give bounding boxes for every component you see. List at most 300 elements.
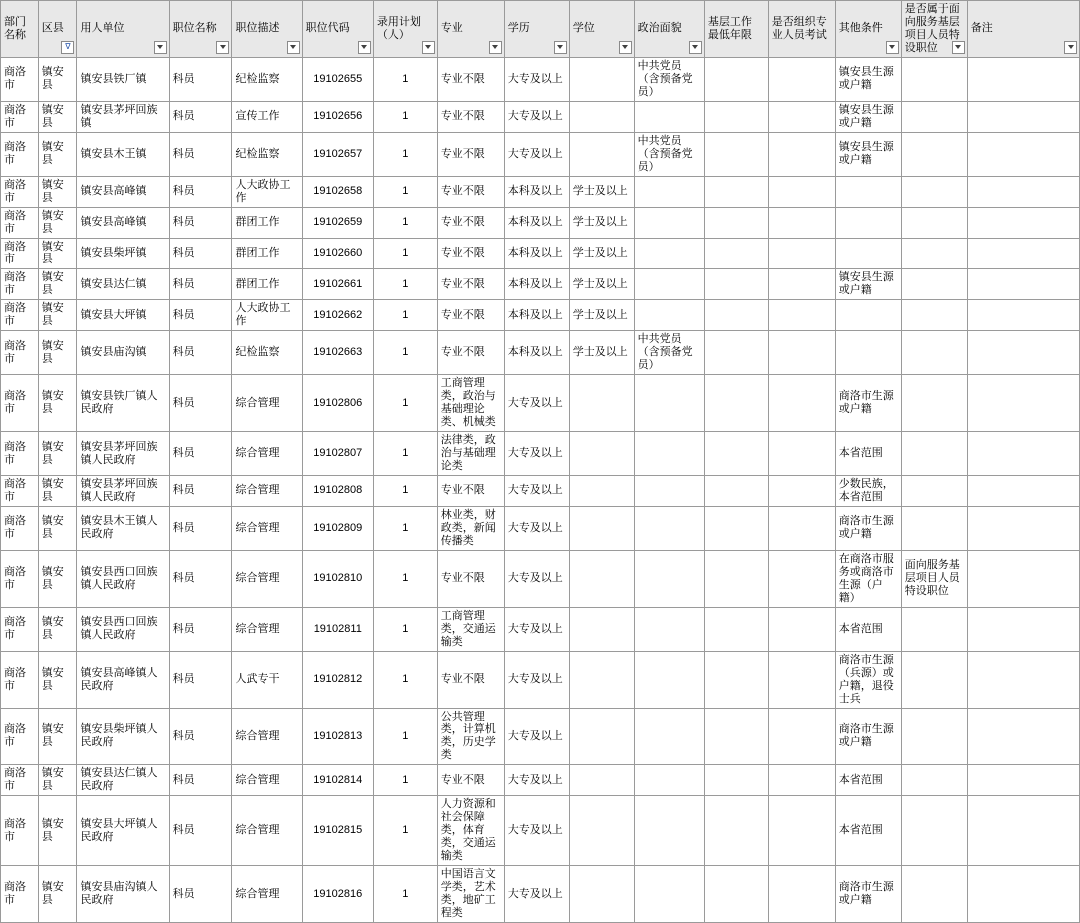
table-cell: 商洛市生源或户籍 xyxy=(835,506,901,550)
table-cell xyxy=(634,238,704,269)
table-cell: 镇安县大坪镇 xyxy=(77,300,169,331)
table-cell xyxy=(901,300,967,331)
table-cell: 科员 xyxy=(169,269,232,300)
table-cell: 镇安县达仁镇 xyxy=(77,269,169,300)
table-cell: 学士及以上 xyxy=(569,300,634,331)
chevron-down-icon xyxy=(955,45,961,49)
table-cell xyxy=(901,708,967,765)
table-cell: 科员 xyxy=(169,57,232,101)
table-cell: 本科及以上 xyxy=(504,269,569,300)
filter-dropdown-icon[interactable] xyxy=(358,41,371,54)
column-header-7 xyxy=(437,1,504,58)
table-cell: 镇安县茅坪回族镇 xyxy=(77,101,169,132)
column-header-label: 学历 xyxy=(507,22,530,35)
column-header-6 xyxy=(373,1,437,58)
table-cell: 19102814 xyxy=(302,765,373,796)
table-cell xyxy=(634,207,704,238)
table-cell: 科员 xyxy=(169,300,232,331)
table-cell xyxy=(569,550,634,607)
table-cell: 专业不限 xyxy=(437,651,504,708)
column-header-label: 部门名称 xyxy=(4,15,26,41)
table-row xyxy=(1,57,1080,101)
table-cell: 镇安县西口回族镇人民政府 xyxy=(77,550,169,607)
table-cell xyxy=(634,550,704,607)
table-cell xyxy=(967,866,1079,923)
table-cell: 1 xyxy=(373,176,437,207)
table-cell xyxy=(704,506,768,550)
table-cell xyxy=(835,207,901,238)
table-cell: 人力资源和社会保障类，体育类，交通运输类 xyxy=(437,796,504,866)
table-cell: 专业不限 xyxy=(437,476,504,507)
table-cell: 商洛市生源或户籍 xyxy=(835,375,901,432)
table-cell: 大专及以上 xyxy=(504,651,569,708)
column-header-label: 是否组织专业人员考试 xyxy=(771,15,827,41)
table-cell xyxy=(634,432,704,476)
table-cell xyxy=(768,708,835,765)
table-cell: 科员 xyxy=(169,331,232,375)
table-cell: 人大政协工作 xyxy=(232,300,302,331)
table-cell: 镇安县 xyxy=(38,607,77,651)
table-cell: 科员 xyxy=(169,550,232,607)
table-cell: 科员 xyxy=(169,796,232,866)
table-row xyxy=(1,176,1080,207)
column-header-label: 其他条件 xyxy=(838,22,883,35)
table-cell xyxy=(768,796,835,866)
table-cell: 1 xyxy=(373,708,437,765)
table-cell: 1 xyxy=(373,132,437,176)
table-cell: 镇安县生源或户籍 xyxy=(835,269,901,300)
table-cell: 大专及以上 xyxy=(504,765,569,796)
table-cell: 面向服务基层项目人员特设职位 xyxy=(901,550,967,607)
table-cell: 1 xyxy=(373,331,437,375)
filter-dropdown-icon[interactable] xyxy=(619,41,632,54)
table-cell: 大专及以上 xyxy=(504,866,569,923)
chevron-down-icon xyxy=(157,45,163,49)
table-cell xyxy=(967,550,1079,607)
table-cell: 商洛市 xyxy=(1,300,39,331)
table-cell xyxy=(768,765,835,796)
table-cell: 商洛市 xyxy=(1,651,39,708)
table-cell xyxy=(967,207,1079,238)
table-cell: 镇安县高峰镇 xyxy=(77,176,169,207)
table-cell: 1 xyxy=(373,607,437,651)
table-cell: 大专及以上 xyxy=(504,57,569,101)
column-header-label: 备注 xyxy=(970,22,993,35)
table-cell xyxy=(967,607,1079,651)
table-cell: 专业不限 xyxy=(437,300,504,331)
table-cell: 19102661 xyxy=(302,269,373,300)
table-cell: 1 xyxy=(373,101,437,132)
table-cell xyxy=(967,57,1079,101)
table-cell: 商洛市 xyxy=(1,506,39,550)
table-cell: 19102660 xyxy=(302,238,373,269)
table-cell: 宣传工作 xyxy=(232,101,302,132)
table-cell: 科员 xyxy=(169,607,232,651)
table-row xyxy=(1,796,1080,866)
table-cell xyxy=(768,238,835,269)
table-cell: 商洛市 xyxy=(1,866,39,923)
table-cell xyxy=(569,57,634,101)
table-cell xyxy=(768,476,835,507)
table-cell xyxy=(768,57,835,101)
table-cell xyxy=(704,238,768,269)
column-header-0 xyxy=(1,1,39,58)
table-cell: 商洛市 xyxy=(1,476,39,507)
table-cell xyxy=(704,651,768,708)
table-cell: 镇安县木王镇 xyxy=(77,132,169,176)
table-cell: 中共党员（含预备党员） xyxy=(634,132,704,176)
table-cell: 综合管理 xyxy=(232,765,302,796)
table-cell: 本科及以上 xyxy=(504,238,569,269)
filter-dropdown-icon[interactable] xyxy=(952,41,965,54)
table-cell: 19102815 xyxy=(302,796,373,866)
table-cell: 大专及以上 xyxy=(504,796,569,866)
table-cell: 1 xyxy=(373,375,437,432)
table-cell: 科员 xyxy=(169,238,232,269)
table-cell xyxy=(901,238,967,269)
table-cell xyxy=(634,607,704,651)
table-cell xyxy=(634,765,704,796)
column-header-label: 职位描述 xyxy=(235,22,280,35)
column-header-9 xyxy=(569,1,634,58)
table-cell: 学士及以上 xyxy=(569,238,634,269)
table-cell: 专业不限 xyxy=(437,176,504,207)
table-cell: 专业不限 xyxy=(437,765,504,796)
table-cell: 专业不限 xyxy=(437,132,504,176)
column-header-10 xyxy=(634,1,704,58)
table-cell: 19102812 xyxy=(302,651,373,708)
column-header-label: 专业 xyxy=(440,22,463,35)
table-cell: 本科及以上 xyxy=(504,300,569,331)
table-cell: 科员 xyxy=(169,132,232,176)
table-cell: 商洛市 xyxy=(1,269,39,300)
column-header-label: 用人单位 xyxy=(80,22,125,35)
column-header-12 xyxy=(768,1,835,58)
filter-dropdown-icon[interactable] xyxy=(554,41,567,54)
filter-dropdown-icon[interactable] xyxy=(287,41,300,54)
table-row xyxy=(1,476,1080,507)
table-cell xyxy=(835,176,901,207)
table-cell: 大专及以上 xyxy=(504,607,569,651)
table-cell: 学士及以上 xyxy=(569,269,634,300)
table-cell xyxy=(634,866,704,923)
column-header-14 xyxy=(901,1,967,58)
table-cell xyxy=(967,432,1079,476)
table-cell: 本省范围 xyxy=(835,796,901,866)
table-cell xyxy=(901,207,967,238)
table-cell: 人武专干 xyxy=(232,651,302,708)
table-cell: 1 xyxy=(373,866,437,923)
table-cell xyxy=(967,708,1079,765)
table-cell: 本科及以上 xyxy=(504,176,569,207)
table-cell xyxy=(768,101,835,132)
table-cell: 19102659 xyxy=(302,207,373,238)
filter-dropdown-icon[interactable] xyxy=(154,41,167,54)
table-cell: 1 xyxy=(373,238,437,269)
table-cell: 科员 xyxy=(169,708,232,765)
table-cell: 19102662 xyxy=(302,300,373,331)
table-cell: 专业不限 xyxy=(437,550,504,607)
table-cell xyxy=(901,57,967,101)
table-cell xyxy=(634,300,704,331)
table-cell xyxy=(634,651,704,708)
table-cell xyxy=(967,101,1079,132)
table-row xyxy=(1,651,1080,708)
table-cell xyxy=(901,866,967,923)
table-cell xyxy=(835,331,901,375)
table-cell: 镇安县 xyxy=(38,300,77,331)
table-cell: 19102810 xyxy=(302,550,373,607)
table-cell: 科员 xyxy=(169,207,232,238)
table-cell xyxy=(901,269,967,300)
chevron-down-icon xyxy=(692,45,698,49)
filter-dropdown-icon[interactable] xyxy=(689,41,702,54)
table-cell: 镇安县柴坪镇人民政府 xyxy=(77,708,169,765)
table-cell: 镇安县 xyxy=(38,331,77,375)
table-cell xyxy=(901,101,967,132)
table-cell: 群团工作 xyxy=(232,207,302,238)
table-row xyxy=(1,375,1080,432)
table-cell xyxy=(967,300,1079,331)
table-cell xyxy=(901,506,967,550)
table-cell: 19102656 xyxy=(302,101,373,132)
table-cell: 镇安县庙沟镇 xyxy=(77,331,169,375)
table-cell: 19102657 xyxy=(302,132,373,176)
table-cell: 19102806 xyxy=(302,375,373,432)
table-row xyxy=(1,607,1080,651)
table-cell: 19102807 xyxy=(302,432,373,476)
table-cell: 19102816 xyxy=(302,866,373,923)
table-cell: 镇安县高峰镇人民政府 xyxy=(77,651,169,708)
table-cell: 专业不限 xyxy=(437,269,504,300)
table-cell: 综合管理 xyxy=(232,607,302,651)
table-cell: 学士及以上 xyxy=(569,207,634,238)
table-cell: 科员 xyxy=(169,101,232,132)
table-cell: 镇安县 xyxy=(38,207,77,238)
table-cell: 本科及以上 xyxy=(504,331,569,375)
table-cell xyxy=(704,708,768,765)
column-header-label: 学位 xyxy=(572,22,595,35)
table-cell: 19102663 xyxy=(302,331,373,375)
table-cell xyxy=(967,132,1079,176)
table-cell xyxy=(967,506,1079,550)
table-cell xyxy=(569,651,634,708)
table-cell: 纪检监察 xyxy=(232,57,302,101)
filter-active-icon[interactable]: ∇ xyxy=(61,41,74,54)
table-cell xyxy=(967,651,1079,708)
table-cell: 商洛市 xyxy=(1,550,39,607)
table-cell xyxy=(768,375,835,432)
table-cell xyxy=(569,866,634,923)
table-cell: 大专及以上 xyxy=(504,550,569,607)
table-cell xyxy=(569,101,634,132)
table-cell xyxy=(768,432,835,476)
table-cell: 综合管理 xyxy=(232,866,302,923)
table-cell: 镇安县茅坪回族镇人民政府 xyxy=(77,476,169,507)
table-cell: 专业不限 xyxy=(437,238,504,269)
table-cell: 镇安县铁厂镇 xyxy=(77,57,169,101)
chevron-down-icon xyxy=(557,45,563,49)
table-row xyxy=(1,506,1080,550)
table-cell: 镇安县庙沟镇人民政府 xyxy=(77,866,169,923)
table-cell: 商洛市 xyxy=(1,765,39,796)
table-cell xyxy=(634,506,704,550)
table-cell xyxy=(569,375,634,432)
table-cell xyxy=(901,765,967,796)
table-cell: 19102658 xyxy=(302,176,373,207)
table-cell: 学士及以上 xyxy=(569,331,634,375)
table-cell: 商洛市生源或户籍 xyxy=(835,866,901,923)
table-row xyxy=(1,550,1080,607)
table-cell xyxy=(901,607,967,651)
table-row xyxy=(1,269,1080,300)
column-header-11 xyxy=(704,1,768,58)
table-cell xyxy=(704,132,768,176)
table-cell: 1 xyxy=(373,476,437,507)
table-cell: 群团工作 xyxy=(232,269,302,300)
column-header-label: 是否属于面向服务基层项目人员特设职位 xyxy=(904,3,960,54)
chevron-down-icon xyxy=(290,45,296,49)
column-header-label: 基层工作最低年限 xyxy=(707,15,752,41)
table-cell xyxy=(768,207,835,238)
table-row xyxy=(1,101,1080,132)
chevron-down-icon xyxy=(425,45,431,49)
table-cell: 综合管理 xyxy=(232,506,302,550)
filter-dropdown-icon[interactable] xyxy=(489,41,502,54)
table-cell xyxy=(704,300,768,331)
table-cell: 商洛市 xyxy=(1,796,39,866)
table-cell xyxy=(634,269,704,300)
table-cell xyxy=(768,506,835,550)
table-cell: 1 xyxy=(373,300,437,331)
table-cell: 综合管理 xyxy=(232,432,302,476)
table-cell: 综合管理 xyxy=(232,476,302,507)
column-header-3 xyxy=(169,1,232,58)
table-cell xyxy=(704,796,768,866)
table-cell xyxy=(901,176,967,207)
table-cell: 科员 xyxy=(169,506,232,550)
table-cell xyxy=(967,765,1079,796)
table-cell: 大专及以上 xyxy=(504,432,569,476)
table-cell: 镇安县 xyxy=(38,796,77,866)
table-cell xyxy=(634,176,704,207)
table-cell: 商洛市 xyxy=(1,238,39,269)
table-cell: 镇安县 xyxy=(38,765,77,796)
table-cell: 镇安县 xyxy=(38,375,77,432)
table-cell: 镇安县茅坪回族镇人民政府 xyxy=(77,432,169,476)
table-cell: 工商管理类，政治与基础理论类、机械类 xyxy=(437,375,504,432)
chevron-down-icon xyxy=(361,45,367,49)
table-cell: 中共党员（含预备党员） xyxy=(634,57,704,101)
column-header-label: 政治面貌 xyxy=(637,22,682,35)
table-cell: 大专及以上 xyxy=(504,375,569,432)
column-header-8 xyxy=(504,1,569,58)
table-row xyxy=(1,708,1080,765)
table-cell xyxy=(704,476,768,507)
table-cell: 商洛市 xyxy=(1,375,39,432)
table-cell: 1 xyxy=(373,432,437,476)
table-cell: 学士及以上 xyxy=(569,176,634,207)
filter-dropdown-icon[interactable] xyxy=(216,41,229,54)
column-header-13 xyxy=(835,1,901,58)
table-cell xyxy=(569,132,634,176)
table-cell: 专业不限 xyxy=(437,57,504,101)
table-cell: 综合管理 xyxy=(232,708,302,765)
table-cell xyxy=(704,176,768,207)
table-cell: 科员 xyxy=(169,651,232,708)
table-cell: 镇安县生源或户籍 xyxy=(835,132,901,176)
table-cell xyxy=(704,550,768,607)
column-header-1 xyxy=(38,1,77,58)
table-cell xyxy=(634,476,704,507)
table-cell: 大专及以上 xyxy=(504,101,569,132)
table-cell: 大专及以上 xyxy=(504,476,569,507)
table-cell: 科员 xyxy=(169,432,232,476)
table-cell xyxy=(901,375,967,432)
table-cell xyxy=(967,238,1079,269)
table-cell xyxy=(835,300,901,331)
column-header-2 xyxy=(77,1,169,58)
table-cell xyxy=(634,708,704,765)
table-row xyxy=(1,207,1080,238)
table-cell: 镇安县达仁镇人民政府 xyxy=(77,765,169,796)
table-cell: 工商管理类，交通运输类 xyxy=(437,607,504,651)
table-cell: 商洛市生源（兵源）或户籍，退役士兵 xyxy=(835,651,901,708)
table-cell xyxy=(634,796,704,866)
table-cell xyxy=(704,866,768,923)
chevron-down-icon xyxy=(1068,45,1074,49)
table-cell: 专业不限 xyxy=(437,207,504,238)
table-cell xyxy=(704,432,768,476)
table-cell xyxy=(704,331,768,375)
table-cell: 少数民族，本省范围 xyxy=(835,476,901,507)
table-cell xyxy=(704,269,768,300)
table-cell: 镇安县高峰镇 xyxy=(77,207,169,238)
table-cell xyxy=(569,796,634,866)
table-cell: 综合管理 xyxy=(232,550,302,607)
table-cell: 1 xyxy=(373,796,437,866)
table-row xyxy=(1,866,1080,923)
table-cell: 19102808 xyxy=(302,476,373,507)
table-cell: 公共管理类，计算机类，历史学类 xyxy=(437,708,504,765)
table-cell: 商洛市生源或户籍 xyxy=(835,708,901,765)
table-cell: 商洛市 xyxy=(1,432,39,476)
table-cell: 镇安县西口回族镇人民政府 xyxy=(77,607,169,651)
table-cell xyxy=(569,506,634,550)
column-header-label: 职位代码 xyxy=(305,22,350,35)
table-cell xyxy=(967,176,1079,207)
table-cell xyxy=(901,476,967,507)
table-cell: 镇安县 xyxy=(38,866,77,923)
table-cell: 镇安县 xyxy=(38,176,77,207)
table-cell xyxy=(901,331,967,375)
column-header-label: 区县 xyxy=(41,22,64,35)
filter-dropdown-icon[interactable] xyxy=(1064,41,1077,54)
filter-dropdown-icon[interactable] xyxy=(886,41,899,54)
column-header-4 xyxy=(232,1,302,58)
filter-dropdown-icon[interactable] xyxy=(422,41,435,54)
table-cell xyxy=(768,300,835,331)
table-cell: 商洛市 xyxy=(1,101,39,132)
table-cell xyxy=(768,176,835,207)
table-cell: 1 xyxy=(373,506,437,550)
chevron-down-icon xyxy=(492,45,498,49)
table-cell: 1 xyxy=(373,765,437,796)
table-cell: 商洛市 xyxy=(1,57,39,101)
column-header-5 xyxy=(302,1,373,58)
table-cell xyxy=(967,331,1079,375)
chevron-down-icon xyxy=(622,45,628,49)
